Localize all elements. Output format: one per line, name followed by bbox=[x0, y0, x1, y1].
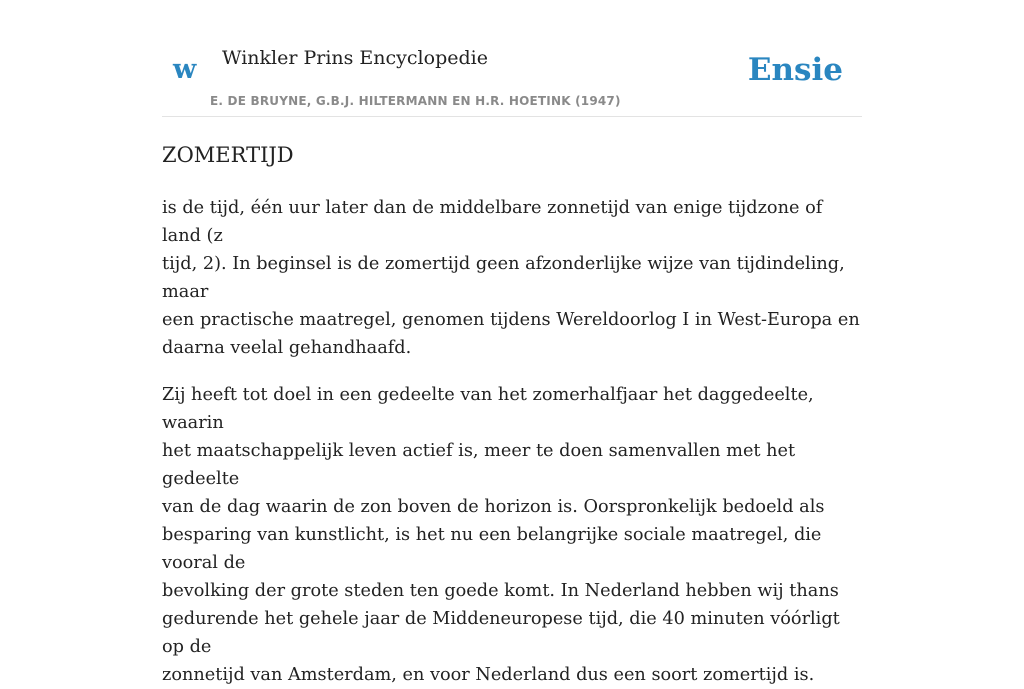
winkler-prins-logo[interactable]: w bbox=[173, 54, 197, 85]
article bbox=[162, 136, 862, 689]
publication-authors: E. DE BRUYNE, G.B.J. HILTERMANN EN H.R. HOETINK (1947) bbox=[210, 94, 621, 108]
article-paragraph: Zij heeft tot doel in een gedeelte van het zomerhalfjaar het daggedeelte, waarin het maatschappelijk leven actief is, meer te doen samenvallen met het gedeelte van de dag waarin de zon boven de horizon is. Oorspronkelijk bedoeld als besparing van kunstlicht, is het nu een belangrijke sociale maatregel, die vooral de bevolking der grote steden ten goede komt. In Nederland hebben wij thans gedurende het gehele jaar de Middeneuropese tijd, die 40 minuten vóórligt op de zonnetijd van Amsterdam, en voor Nederland dus een soort zomertijd is. bbox=[162, 385, 840, 685]
article-title: ZOMERTIJD bbox=[162, 143, 294, 167]
header bbox=[162, 0, 862, 117]
ensie-brand-link[interactable]: Ensie bbox=[747, 52, 843, 88]
article-paragraph: is de tijd, één uur later dan de middelbare zonnetijd van enige tijdzone of land (z tijd, 2). In beginsel is de zomertijd geen afzonderlijke wijze van tijdindeling, maar een practische maatregel, genomen tijdens Wereldoorlog I in West-Europa en daarna veelal gehandhaafd. bbox=[162, 198, 860, 358]
publication-title: Winkler Prins Encyclopedie bbox=[222, 47, 488, 69]
